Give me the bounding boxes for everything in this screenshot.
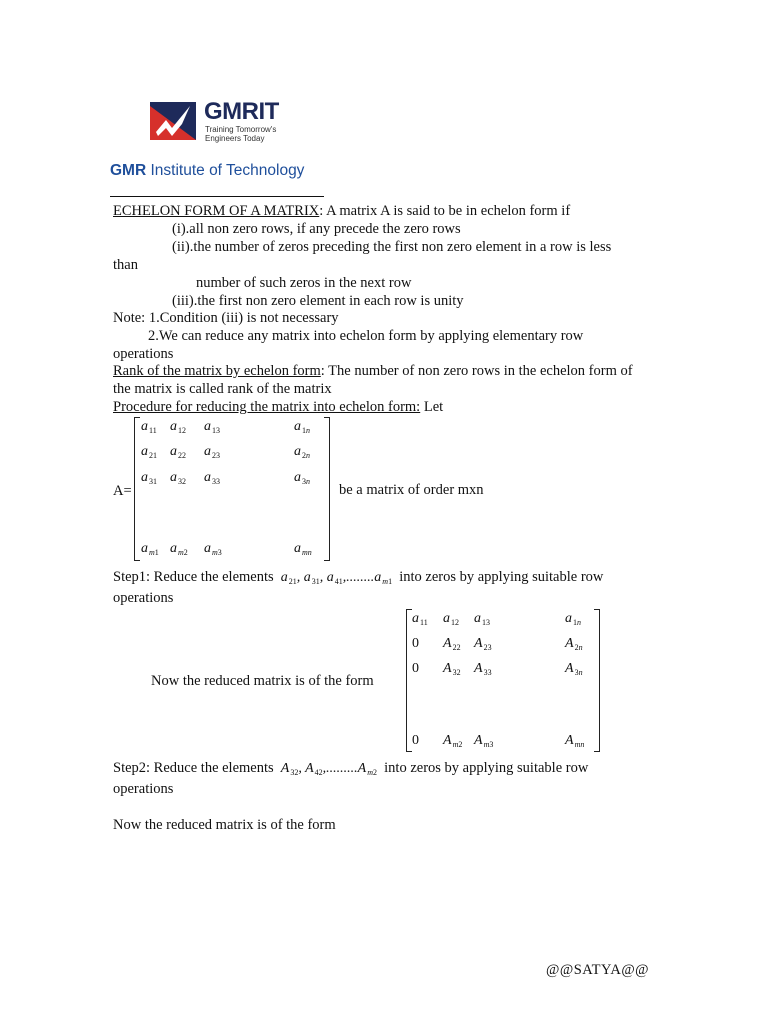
matrix-b-entry: $a_{12}$ [443, 611, 459, 627]
matrix-b-entry: $a_{13}$ [474, 611, 490, 627]
reduced-form-label-1: Now the reduced matrix is of the form [151, 673, 374, 689]
step1-line: Step1: Reduce the elements $a_{21}$, $a_{31}$, $a_{41},........a_{m1}$ into zeros by applying suitable row [113, 569, 604, 586]
condition-1: (i).all non zero rows, if any precede the zero rows [172, 221, 461, 237]
matrix-a-entry: $a_{32}$ [170, 470, 186, 486]
procedure-heading: Procedure for reducing the matrix into echelon form: [113, 399, 421, 415]
matrix-b-entry: 0 [412, 661, 419, 676]
condition-2-tail: number of such zeros in the next row [196, 275, 412, 291]
rank-line-cont: the matrix is called rank of the matrix [113, 381, 332, 397]
note-2-cont: operations [113, 346, 174, 362]
matrix-b-entry: 0 [412, 733, 419, 748]
institute-name: GMR Institute of Technology [110, 162, 305, 179]
definition-line: ECHELON FORM OF A MATRIX: A matrix A is said to be in echelon form if [113, 203, 571, 219]
order-text: be a matrix of order mxn [339, 482, 484, 498]
matrix-a-left-bracket [134, 417, 140, 561]
matrix-a-entry: $a_{m3}$ [204, 541, 222, 557]
procedure-line: Procedure for reducing the matrix into echelon form: Let [113, 399, 444, 415]
footer-signature: @@SATYA@@ [546, 962, 650, 978]
matrix-b-entry: $A_{23}$ [474, 636, 492, 652]
matrix-a-entry: $a_{12}$ [170, 419, 186, 435]
logo-word: GMRIT [204, 98, 279, 125]
matrix-b-entry: $A_{m2}$ [443, 733, 463, 749]
step2-elements: $A_{32}$, $A_{42},.........A_{m2}$ [277, 761, 378, 777]
definition-heading: ECHELON FORM OF A MATRIX [113, 203, 320, 219]
matrix-b-entry: 0 [412, 636, 419, 651]
matrix-b-entry: $A_{2n}$ [565, 636, 583, 652]
matrix-b-entry: $a_{11}$ [412, 611, 428, 627]
condition-2-cont: than [113, 257, 138, 273]
step2-line: Step2: Reduce the elements $A_{32}$, $A_{42},.........A_{m2}$ into zeros by applying suitable row [113, 760, 589, 777]
matrix-b-entry: $A_{mn}$ [565, 733, 585, 749]
note-1: Note: 1.Condition (iii) is not necessary [113, 310, 339, 326]
a-equals: A= [113, 483, 132, 499]
step1-ops: operations [113, 590, 174, 606]
matrix-a-entry: $a_{33}$ [204, 470, 220, 486]
matrix-b-entry: $A_{33}$ [474, 661, 492, 677]
matrix-b-entry: $A_{22}$ [443, 636, 461, 652]
matrix-a-entry: $a_{11}$ [141, 419, 157, 435]
condition-2: (ii).the number of zeros preceding the first non zero element in a row is less [172, 239, 612, 255]
matrix-a-entry: $a_{22}$ [170, 444, 186, 460]
matrix-b-entry: $a_{1n}$ [565, 611, 581, 627]
matrix-a-entry: $a_{13}$ [204, 419, 220, 435]
step2-ops: operations [113, 781, 174, 797]
step1-elements: $a_{21}$, $a_{31}$, $a_{41},........a_{m1}$ [277, 570, 393, 586]
matrix-a-entry: $a_{m1}$ [141, 541, 159, 557]
rank-heading: Rank of the matrix by echelon form [113, 363, 321, 379]
condition-3: (iii).the first non zero element in each row is unity [172, 293, 464, 309]
note-2: 2.We can reduce any matrix into echelon form by applying elementary row [148, 328, 584, 344]
matrix-a-entry: $a_{mn}$ [294, 541, 312, 557]
matrix-b-right-bracket [594, 609, 600, 752]
reduced-form-label-2: Now the reduced matrix is of the form [113, 817, 336, 833]
matrix-b-entry: $A_{3n}$ [565, 661, 583, 677]
rank-line: Rank of the matrix by echelon form: The number of non zero rows in the echelon form of [113, 363, 633, 379]
matrix-a-entry: $a_{21}$ [141, 444, 157, 460]
matrix-b-left-bracket [406, 609, 412, 752]
matrix-b-entry: $A_{32}$ [443, 661, 461, 677]
matrix-a-entry: $a_{2n}$ [294, 444, 310, 460]
logo-tagline: Training Tomorrow's Engineers Today [205, 125, 277, 143]
matrix-a-entry: $a_{1n}$ [294, 419, 310, 435]
matrix-a-entry: $a_{23}$ [204, 444, 220, 460]
matrix-b-entry: $A_{m3}$ [474, 733, 494, 749]
header-divider [110, 196, 324, 197]
matrix-a-entry: $a_{m2}$ [170, 541, 188, 557]
matrix-a-entry: $a_{3n}$ [294, 470, 310, 486]
matrix-a-entry: $a_{31}$ [141, 470, 157, 486]
matrix-a-right-bracket [324, 417, 330, 561]
